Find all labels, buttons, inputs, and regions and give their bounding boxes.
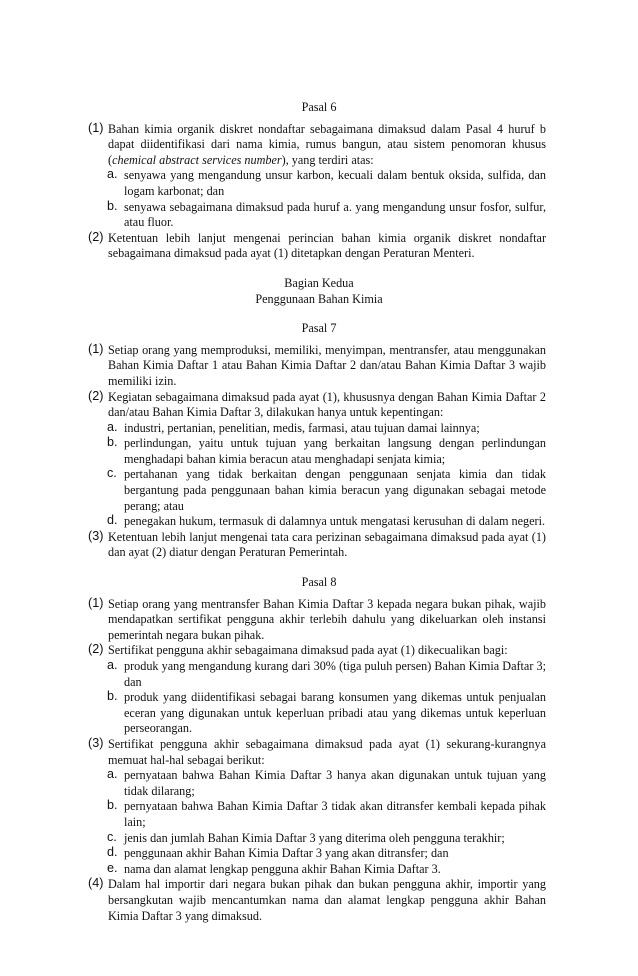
huruf-text: produk yang diidentifikasi sebagai barang konsumen yang dikemas untuk penjualan eceran yang digunakan untuk keperluan pribadi atau yang dikemas untuk keperluan perseorangan. [124,690,546,736]
ayat-text: Sertifikat pengguna akhir sebagaimana dimaksud pada ayat (1) dikecualikan bagi: [108,643,508,658]
pasal-7-ayat-3 [88,528,546,561]
huruf-label: c. [107,466,117,481]
huruf-text: perlindungan, yaitu untuk tujuan yang berkaitan langsung dengan perlindungan menghadapi bahan kimia beracun atau menghadapi senjata kimia; [124,436,546,466]
huruf-label: a. [107,419,118,434]
pasal-6-ayat-1-huruf-a [92,168,546,199]
huruf-text: senyawa sebagaimana dimaksud pada huruf a. yang mengandung unsur fosfor, sulfur, atau fluor. [124,199,546,230]
huruf-label: c. [107,829,117,844]
ayat-text: Dalam hal importir dari negara bukan pihak dan bukan pengguna akhir, importir yang bersangkutan wajib mencantumkan nama dan alamat lengkap pengguna akhir Bahan Kimia Daftar 3 yang dimaksud. [108,877,546,923]
pasal-8-ayat-3-huruf-a [92,768,546,799]
pasal-8-ayat-3 [88,735,546,768]
huruf-label: b. [107,198,118,213]
ayat-number: (2) [88,642,104,657]
ayat-number: (1) [88,595,104,610]
huruf-text: nama dan alamat lengkap pengguna akhir Bahan Kimia Daftar 3. [124,861,441,876]
pasal-8-ayat-2 [88,642,546,659]
huruf-label: d. [107,513,118,528]
ayat-number: (3) [88,528,104,543]
ayat-number: (1) [88,341,104,356]
ayat-text: Setiap orang yang mentransfer Bahan Kimia Daftar 3 kepada negara bukan pihak, wajib mendapatkan sertifikat pengguna akhir terlebih dahulu yang dikeluarkan oleh instansi pemerintah negara bukan pihak. [108,596,546,642]
pasal-8-ayat-3-huruf-b [92,799,546,830]
bagian-subheading: Penggunaan Bahan Kimia [255,291,383,306]
ayat-number: (1) [88,120,104,135]
huruf-text: penegakan hukum, termasuk di dalamnya untuk mengatasi kerusuhan di dalam negeri. [124,514,546,529]
ayat-text: Ketentuan lebih lanjut mengenai perincian bahan kimia organik diskret nondaftar sebagaimana dimaksud pada ayat (1) ditetapkan dengan Peraturan Menteri. [108,230,546,261]
pasal-8-ayat-4 [88,876,546,924]
pasal-7-title: Pasal 7 [301,321,337,336]
huruf-text: senyawa yang mengandung unsur karbon, kecuali dalam bentuk oksida, sulfida, dan logam karbonat; dan [124,168,546,198]
huruf-text: industri, pertanian, penelitian, medis, farmasi, atau tujuan damai lainnya; [124,420,480,435]
pasal-8-ayat-3-huruf-c [92,831,546,847]
ayat-number: (4) [88,876,104,891]
document-page [88,100,546,924]
ayat-text: Bahan kimia organik diskret nondaftar sebagaimana dimaksud dalam Pasal 4 huruf b dapat diidentifikasi dari nama kimia, rumus bangun, atau sistem penomoran khusus ( [108,121,546,167]
ayat-text: Kegiatan sebagaimana dimaksud pada ayat (1), khususnya dengan Bahan Kimia Daftar 2 dan/atau Bahan Kimia Daftar 3, dilakukan hanya untuk kepentingan: [108,389,546,420]
pasal-8-ayat-2-huruf-b [92,690,546,737]
huruf-label: a. [107,767,118,782]
ayat-text-end: ), yang terdiri atas: [281,152,374,167]
huruf-text: produk yang mengandung kurang dari 30% (tiga puluh persen) Bahan Kimia Daftar 3; dan [124,659,546,689]
huruf-text: pernyataan bahwa Bahan Kimia Daftar 3 hanya akan digunakan untuk tujuan yang tidak dilarang; [124,768,546,798]
huruf-label: e. [107,860,118,875]
pasal-7-ayat-2-huruf-c [92,467,546,514]
ayat-number: (2) [88,388,104,403]
pasal-7-ayat-1 [88,341,546,390]
huruf-text: pernyataan bahwa Bahan Kimia Daftar 3 tidak akan ditransfer kembali kepada pihak lain; [124,799,546,829]
ayat-italic-text: chemical abstract services number [112,152,282,167]
ayat-number: (2) [88,229,104,244]
huruf-label: a. [107,658,118,672]
ayat-number: (3) [88,735,104,750]
pasal-8-ayat-3-huruf-d [92,846,546,862]
huruf-label: d. [107,845,118,860]
pasal-6-title: Pasal 6 [301,100,337,114]
huruf-text: penggunaan akhir Bahan Kimia Daftar 3 yang akan ditransfer; dan [124,846,449,861]
pasal-7-ayat-2-huruf-a [92,421,546,437]
huruf-text: jenis dan jumlah Bahan Kimia Daftar 3 yang diterima oleh pengguna terakhir; [124,830,505,845]
pasal-8-title: Pasal 8 [301,575,337,590]
pasal-8-ayat-2-huruf-a [92,659,546,690]
huruf-label: b. [107,798,118,813]
pasal-6-ayat-2 [88,229,546,262]
ayat-text: Ketentuan lebih lanjut mengenai tata cara perizinan sebagaimana dimaksud pada ayat (1) dan ayat (2) diatur dengan Peraturan Pemerintah. [108,529,546,560]
ayat-text: Sertifikat pengguna akhir sebagaimana dimaksud pada ayat (1) sekurang-kurangnya memuat hal-hal sebagai berikut: [108,736,546,767]
pasal-6-ayat-1 [88,120,546,169]
pasal-7-ayat-2-huruf-b [92,436,546,467]
pasal-6-ayat-1-huruf-b [92,200,546,231]
pasal-8-ayat-3-huruf-e [92,862,546,878]
pasal-7-ayat-2 [88,388,546,421]
huruf-label: b. [107,435,118,450]
pasal-7-ayat-2-huruf-d [92,514,546,530]
huruf-text: pertahanan yang tidak berkaitan dengan penggunaan senjata kimia dan tidak bergantung pada penggunaan bahan kimia beracun yang digunakan sebagai metode perang; atau [124,467,546,513]
pasal-8-ayat-1 [88,595,546,644]
bagian-heading: Bagian Kedua [284,275,354,290]
huruf-label: b. [107,689,118,704]
ayat-text: Setiap orang yang memproduksi, memiliki, menyimpan, mentransfer, atau menggunakan Bahan Kimia Daftar 1 atau Bahan Kimia Daftar 2 dan/atau Bahan Kimia Daftar 3 wajib memiliki izin. [108,342,546,388]
huruf-label: a. [107,167,118,182]
